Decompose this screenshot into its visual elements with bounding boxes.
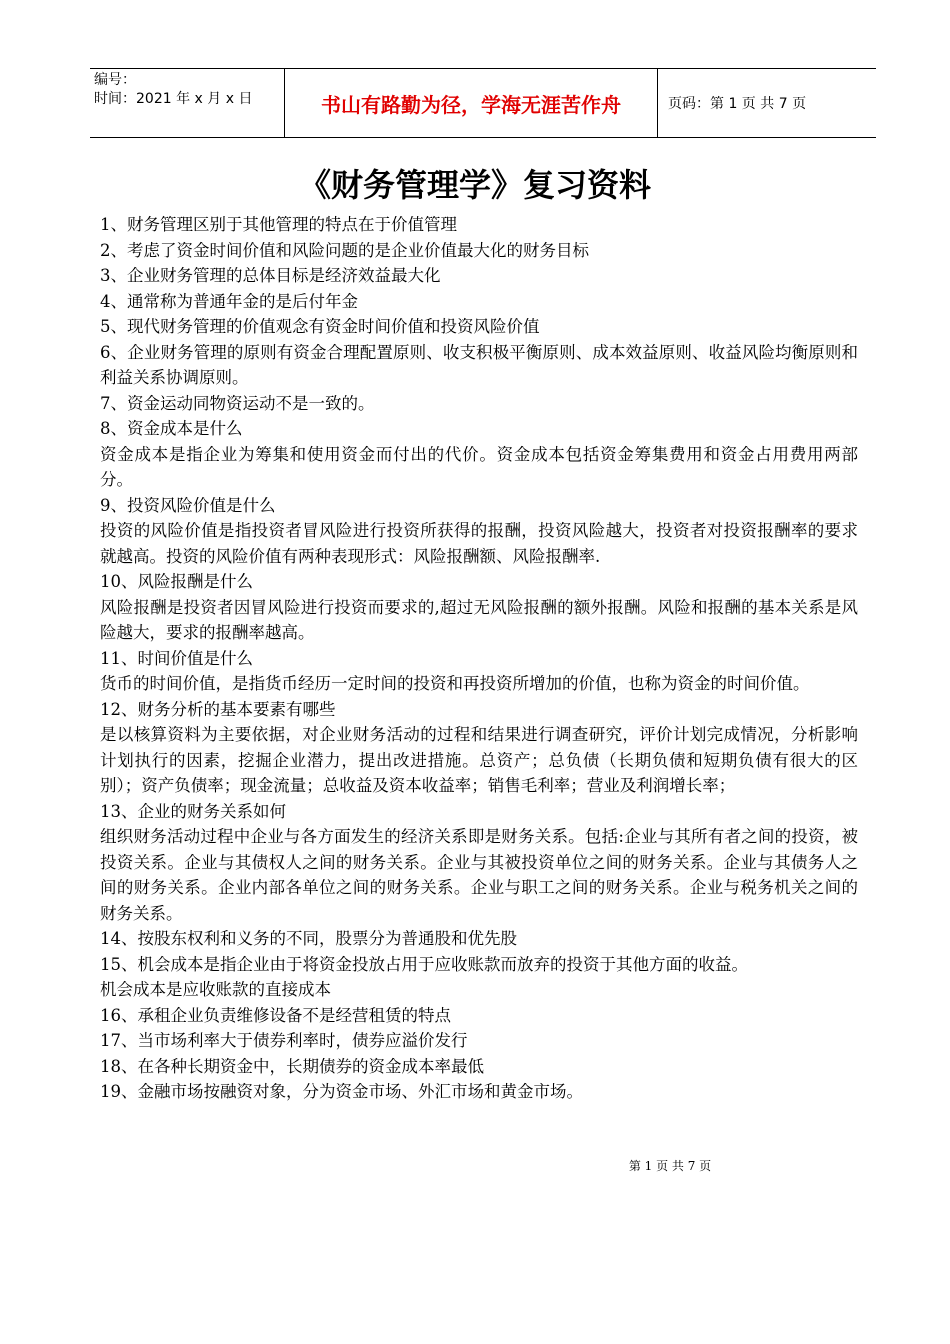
paragraph: 5、现代财务管理的价值观念有资金时间价值和投资风险价值 <box>100 317 540 336</box>
paragraph: 19、金融市场按融资对象，分为资金市场、外汇市场和黄金市场。 <box>100 1082 583 1101</box>
paragraph: 4、通常称为普通年金的是后付年金 <box>100 291 358 311</box>
paragraph: 16、承租企业负责维修设备不是经营租赁的特点 <box>100 1005 451 1025</box>
paragraph: 12、财务分析的基本要素有哪些 <box>100 699 336 719</box>
paragraph: 投资的风险价值是指投资者冒风险进行投资所获得的报酬，投资风险越大，投资者对投资报酬率的要求就越高。投资的风险价值有两种表现形式：风险报酬额、风险报酬率. <box>100 521 858 566</box>
paragraph: 3、企业财务管理的总体目标是经济效益最大化 <box>100 266 441 285</box>
paragraph: 组织财务活动过程中企业与各方面发生的经济关系即是财务关系。包括:企业与其所有者之间的投资，被投资关系。企业与其债权人之间的财务关系。企业与其被投资单位之间的财务关系。企业与其债务人之间的财务关系。企业内部各单位之间的财务关系。企业与职工之间的财务关系。企业与税务机关之间的财务关系。 <box>100 827 858 923</box>
paragraph: 15、机会成本是指企业由于将资金投放占用于应收账款而放弃的投资于其他方面的收益。 <box>100 954 748 974</box>
paragraph: 1、财务管理区别于其他管理的特点在于价值管理 <box>100 215 457 234</box>
footer-page-number: 第 1 页 共 7 页 <box>628 1159 712 1173</box>
paragraph: 17、当市场利率大于债券利率时，债券应溢价发行 <box>100 1031 468 1050</box>
header-meta <box>90 69 285 137</box>
paragraph: 机会成本是应收账款的直接成本 <box>100 980 331 999</box>
paragraph: 14、按股东权利和义务的不同，股票分为普通股和优先股 <box>100 929 517 948</box>
paragraph: 货币的时间价值，是指货币经历一定时间的投资和再投资所增加的价值，也称为资金的时间价值。 <box>100 674 810 693</box>
paragraph: 6、企业财务管理的原则有资金合理配置原则、收支积极平衡原则、成本效益原则、收益风险均衡原则和利益关系协调原则。 <box>100 342 858 387</box>
paragraph: 资金成本是指企业为筹集和使用资金而付出的代价。资金成本包括资金筹集费用和资金占用费用两部分。 <box>100 444 858 489</box>
paragraph: 是以核算资料为主要依据，对企业财务活动的过程和结果进行调查研究，评价计划完成情况，分析影响计划执行的因素，挖掘企业潜力，提出改进措施。总资产；总负债（长期负债和短期负债有很大的区别）；资产负债率；现金流量；总收益及资本收益率；销售毛利率；营业及利润增长率； <box>100 725 858 795</box>
document-title: 《财务管理学》复习资料 <box>298 166 651 204</box>
paragraph: 11、时间价值是什么 <box>100 648 253 668</box>
header-motto-cell <box>285 69 658 137</box>
time-label: 时间：2021 年 x 月 x 日 <box>94 91 253 107</box>
page-footer <box>0 1157 950 1174</box>
document-header <box>90 68 876 138</box>
page-info: 页码：第 1 页 共 7 页 <box>668 96 807 112</box>
motto: 书山有路勤为径，学海无涯苦作舟 <box>321 92 621 117</box>
paragraph: 风险报酬是投资者因冒风险进行投资而要求的,超过无风险报酬的额外报酬。风险和报酬的基本关系是风险越大，要求的报酬率越高。 <box>100 597 858 642</box>
paragraph: 13、企业的财务关系如何 <box>100 801 286 821</box>
paragraph: 2、考虑了资金时间价值和风险问题的是企业价值最大化的财务目标 <box>100 240 589 260</box>
paragraph: 9、投资风险价值是什么 <box>100 495 276 515</box>
paragraph: 7、资金运动同物资运动不是一致的。 <box>100 393 375 413</box>
document-body <box>100 212 858 1105</box>
paragraph: 18、在各种长期资金中，长期债券的资金成本率最低 <box>100 1056 484 1076</box>
paragraph: 10、风险报酬是什么 <box>100 572 253 591</box>
header-page-info-cell <box>658 69 876 137</box>
paragraph: 8、资金成本是什么 <box>100 419 243 438</box>
number-label: 编号： <box>94 72 136 88</box>
